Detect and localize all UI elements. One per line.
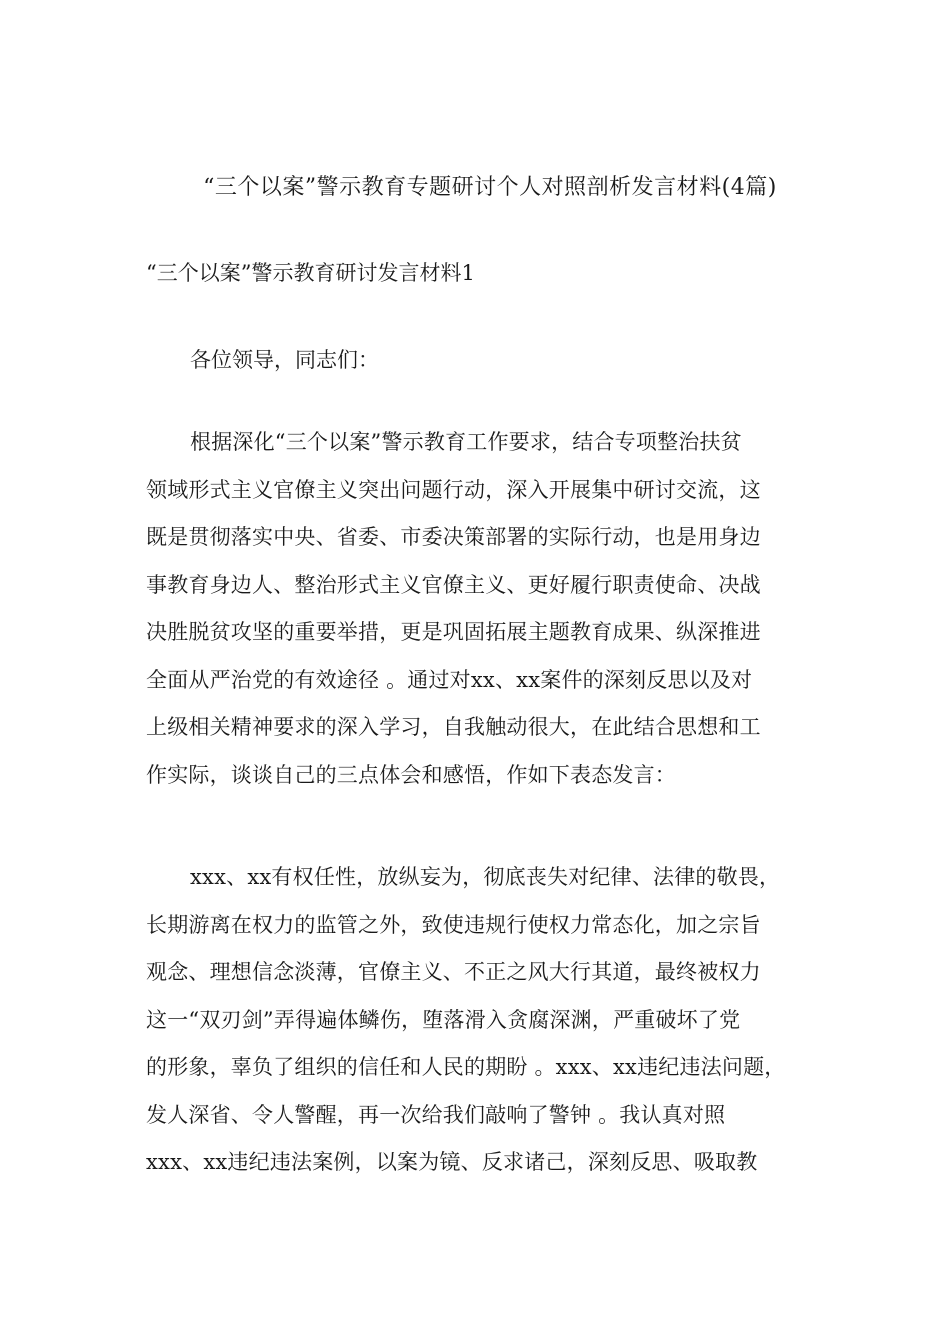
paragraph-line: 根据深化“三个以案”警示教育工作要求，结合专项整治扶贫 (190, 430, 742, 454)
paragraph-line: xxx、xx违纪违法案例，以案为镜、反求诸己，深刻反思、吸取教 (146, 1150, 758, 1174)
paragraph-line: 长期游离在权力的监管之外，致使违规行使权力常态化，加之宗旨 (146, 912, 761, 937)
paragraph-line: 上级相关精神要求的深入学习，自我触动很大，在此结合思想和工 (146, 715, 761, 739)
paragraph-line: 既是贯彻落实中央、省委、市委决策部署的实际行动，也是用身边 (146, 525, 761, 549)
paragraph-line: 事教育身边人、整治形式主义官僚主义、更好履行职责使命、决战 (146, 572, 761, 597)
paragraph-line: xxx、xx有权任性，放纵妄为，彻底丧失对纪律、法律的敬畏， (190, 865, 781, 889)
section-title: “三个以案”警示教育研讨发言材料1 (146, 261, 475, 285)
paragraph-line: 领域形式主义官僚主义突出问题行动，深入开展集中研讨交流，这 (146, 477, 761, 502)
document-title: “三个以案”警示教育专题研讨个人对照剖析发言材料(4篇) (203, 175, 777, 200)
body-paragraph-1 (146, 427, 816, 807)
paragraph-line: 这一“双刃剑”弄得遍体鳞伤，堕落滑入贪腐深渊，严重破坏了党 (146, 1007, 741, 1032)
body-paragraph-2 (146, 862, 816, 1195)
paragraph-line: 的形象，辜负了组织的信任和人民的期盼 。xxx、xx违纪违法问题， (146, 1055, 786, 1079)
paragraph-line: 全面从严治党的有效途径 。通过对xx、xx案件的深刻反思以及对 (146, 667, 753, 692)
salutation: 各位领导，同志们： (190, 348, 379, 372)
paragraph-line: 发人深省、令人警醒，再一次给我们敲响了警钟 。我认真对照 (146, 1102, 726, 1127)
paragraph-line: 决胜脱贫攻坚的重要举措，更是巩固拓展主题教育成果、纵深推进 (146, 620, 761, 644)
paragraph-line: 观念、理想信念淡薄，官僚主义、不正之风大行其道，最终被权力 (146, 960, 761, 984)
paragraph-line: 作实际，谈谈自己的三点体会和感悟，作如下表态发言： (146, 762, 676, 787)
